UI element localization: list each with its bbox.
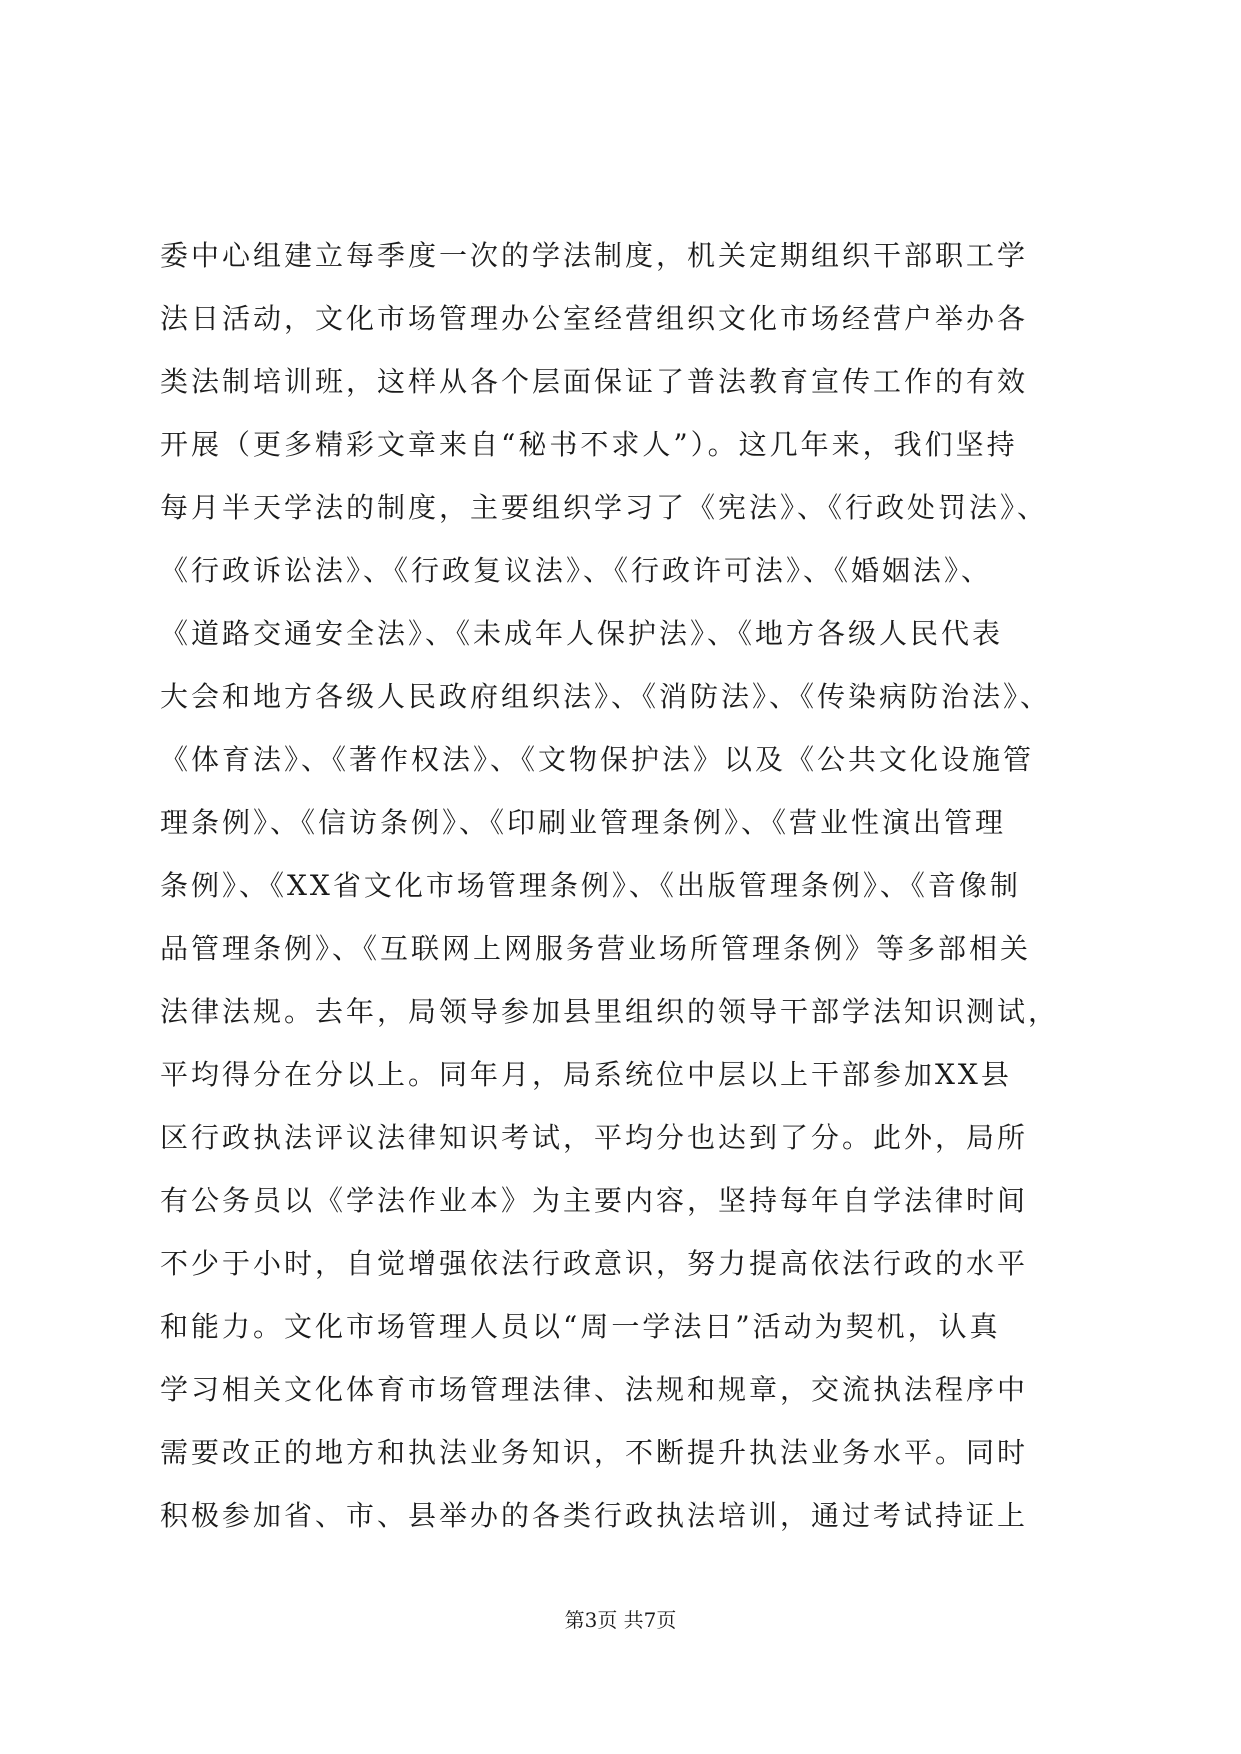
text-line: 委中心组建立每季度一次的学法制度，机关定期组织干部职工学 <box>160 239 1029 272</box>
text-line: 区行政执法评议法律知识考试，平均分也达到了分。此外，局所 <box>160 1121 1029 1154</box>
text-line: 《行政诉讼法》、《行政复议法》、《行政许可法》、《婚姻法》、 <box>160 554 993 587</box>
text-line: 有公务员以《学法作业本》为主要内容，坚持每年自学法律时间 <box>160 1184 1029 1217</box>
text-line: 法日活动，文化市场管理办公室经营组织文化市场经营户举办各 <box>160 302 1029 335</box>
text-line: 平均得分在分以上。同年月，局系统位中层以上干部参加XX县 <box>160 1058 1012 1091</box>
text-line: 学习相关文化体育市场管理法律、法规和规章，交流执法程序中 <box>160 1373 1029 1406</box>
text-line: 《体育法》、《著作权法》、《文物保护法》以及《公共文化设施管 <box>160 743 1035 776</box>
text-line: 《道路交通安全法》、《未成年人保护法》、《地方各级人民代表 <box>160 617 1004 650</box>
body-paragraph <box>160 224 1120 1547</box>
text-line: 不少于小时，自觉增强依法行政意识，努力提高依法行政的水平 <box>160 1247 1029 1280</box>
page-number-footer: 第3页 共7页 <box>564 1608 677 1632</box>
text-line: 类法制培训班，这样从各个层面保证了普法教育宣传工作的有效 <box>160 365 1029 398</box>
text-line: 需要改正的地方和执法业务知识，不断提升执法业务水平。同时 <box>160 1436 1029 1469</box>
text-line: 每月半天学法的制度，主要组织学习了《宪法》、《行政处罚法》、 <box>160 491 1049 524</box>
text-line: 条例》、《XX省文化市场管理条例》、《出版管理条例》、《音像制 <box>160 869 1021 902</box>
text-line: 大会和地方各级人民政府组织法》、《消防法》、《传染病防治法》、 <box>160 680 1052 713</box>
text-line: 和能力。文化市场管理人员以“周一学法日”活动为契机，认真 <box>160 1310 1001 1343</box>
text-line: 开展（更多精彩文章来自“秘书不求人”）。这几年来，我们坚持 <box>160 428 1018 461</box>
text-line: 法律法规。去年，局领导参加县里组织的领导干部学法知识测试， <box>160 995 1060 1028</box>
text-line: 理条例》、《信访条例》、《印刷业管理条例》、《营业性演出管理 <box>160 806 1007 839</box>
text-line: 积极参加省、市、县举办的各类行政执法培训，通过考试持证上 <box>160 1499 1029 1532</box>
text-line: 品管理条例》、《互联网上网服务营业场所管理条例》等多部相关 <box>160 932 1032 965</box>
